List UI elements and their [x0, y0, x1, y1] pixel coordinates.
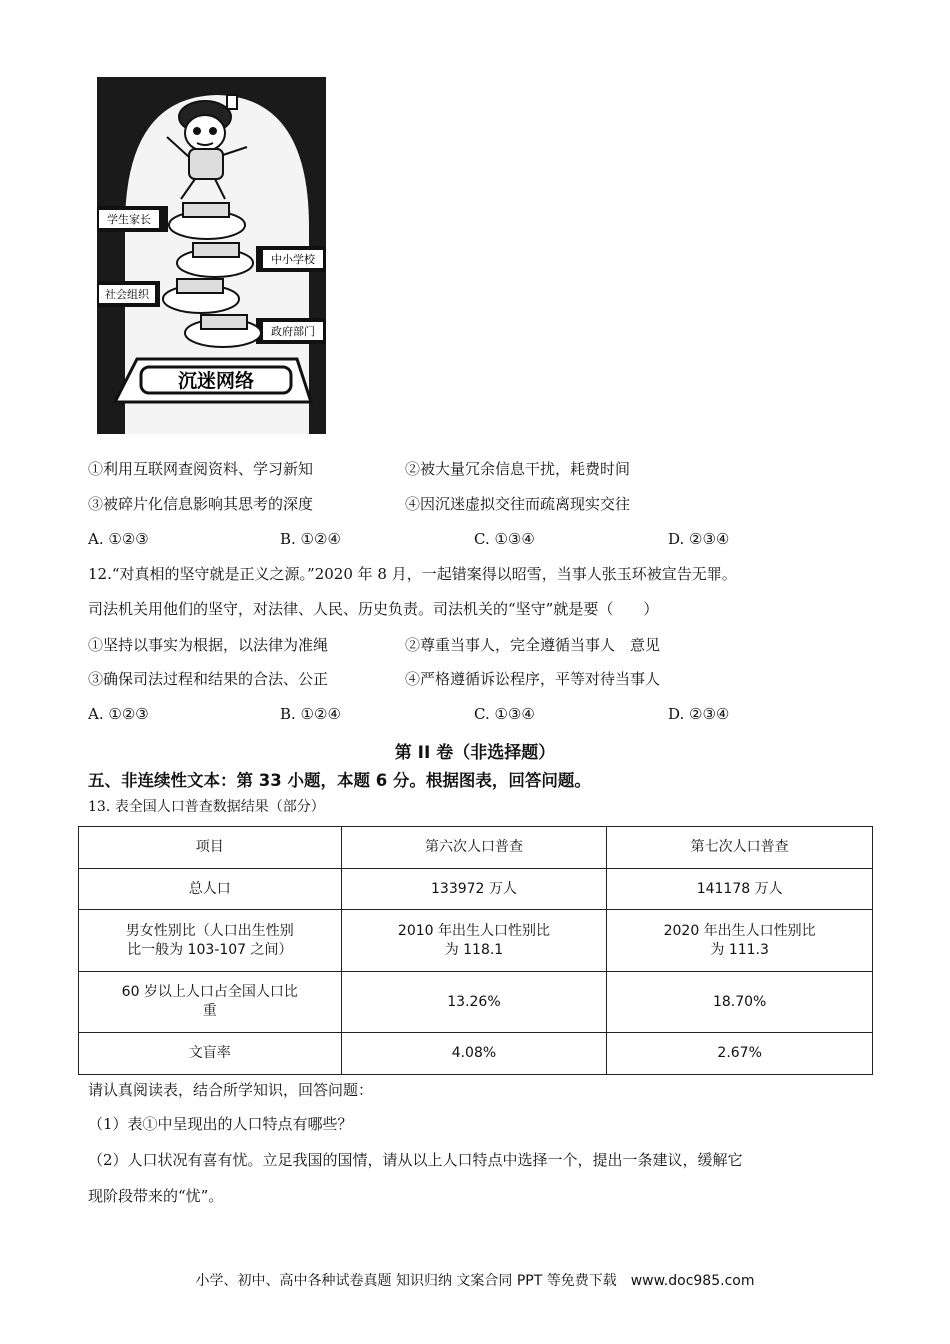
table-cell: 2020 年出生人口性别比为 111.3 [607, 910, 873, 972]
q11-choice-d: D. ②③④ [668, 530, 730, 548]
table-cell: 文盲率 [79, 1033, 342, 1075]
q13-title: 13. 表全国人口普查数据结果（部分） [88, 799, 325, 815]
table-cell: 18.70% [607, 972, 873, 1033]
q12-option-3: ③确保司法过程和结果的合法、公正 [88, 670, 329, 688]
question-1: （1）表①中呈现出的人口特点有哪些？ [88, 1115, 353, 1133]
q12-option-4: ④严格遵循诉讼程序，平等对待当事人 [405, 670, 661, 688]
cartoon-label-schools: 中小学校 [271, 253, 315, 266]
table-cell: 2.67% [607, 1033, 873, 1075]
table-row [79, 1033, 873, 1075]
table-header-row [79, 827, 873, 869]
volume-title: 第 II 卷（非选择题） [394, 743, 556, 763]
table-cell: 133972 万人 [341, 869, 607, 910]
q12-stem-line2: 司法机关用他们的坚守，对法律、人民、历史负责。司法机关的“坚守”就是要（ ） [88, 600, 659, 618]
census-table [78, 826, 873, 1075]
table-cell: 男女性别比（人口出生性别比一般为 103-107 之间） [79, 910, 342, 972]
cartoon-label-society: 社会组织 [105, 288, 149, 301]
table-header-cell: 项目 [79, 827, 342, 869]
table-cell: 141178 万人 [607, 869, 873, 910]
q12-choice-b: B. ①②④ [280, 705, 341, 723]
table-cell: 2010 年出生人口性别比为 118.1 [341, 910, 607, 972]
page-footer: 小学、初中、高中各种试卷真题 知识归纳 文案合同 PPT 等免费下载 www.doc985.com [195, 1273, 755, 1289]
q12-choice-a: A. ①②③ [88, 705, 149, 723]
table-row [79, 972, 873, 1033]
q12-option-1: ①坚持以事实为根据，以法律为准绳 [88, 636, 329, 654]
q12-choice-d: D. ②③④ [668, 705, 730, 723]
q11-option-1: ①利用互联网查阅资料、学习新知 [88, 460, 314, 478]
q11-option-2: ②被大量冗余信息干扰，耗费时间 [405, 460, 631, 478]
q11-choice-c: C. ①③④ [474, 530, 535, 548]
cartoon-label-government: 政府部门 [271, 325, 315, 338]
cartoon-label-parents: 学生家长 [107, 213, 151, 226]
q12-choice-c: C. ①③④ [474, 705, 535, 723]
table-cell: 4.08% [341, 1033, 607, 1075]
question-2-line2: 现阶段带来的“忧”。 [88, 1187, 224, 1205]
q11-option-3: ③被碎片化信息影响其思考的深度 [88, 495, 314, 513]
table-cell: 13.26% [341, 972, 607, 1033]
cartoon-illustration [97, 77, 326, 434]
table-header-cell: 第七次人口普查 [607, 827, 873, 869]
q11-choice-b: B. ①②④ [280, 530, 341, 548]
q12-stem-line1: 12.“对真相的坚守就是正义之源。”2020 年 8 月，一起错案得以昭雪，当事人张玉环被宣告无罪。 [88, 565, 737, 583]
table-cell: 总人口 [79, 869, 342, 910]
table-row [79, 869, 873, 910]
table-row [79, 910, 873, 972]
cartoon-screen-text: 沉迷网络 [177, 370, 255, 392]
table-cell: 60 岁以上人口占全国人口比重 [79, 972, 342, 1033]
question-2-line1: （2）人口状况有喜有忧。立足我国的国情，请从以上人口特点中选择一个，提出一条建议，缓解它 [88, 1151, 743, 1169]
questions-intro: 请认真阅读表，结合所学知识，回答问题： [88, 1081, 374, 1099]
table-header-cell: 第六次人口普查 [341, 827, 607, 869]
part-title: 五、非连续性文本：第 33 小题，本题 6 分。根据图表，回答问题。 [88, 771, 591, 790]
q11-option-4: ④因沉迷虚拟交往而疏离现实交往 [405, 495, 631, 513]
q12-option-2: ②尊重当事人，完全遵循当事人 意见 [405, 636, 661, 654]
q11-choice-a: A. ①②③ [88, 530, 149, 548]
